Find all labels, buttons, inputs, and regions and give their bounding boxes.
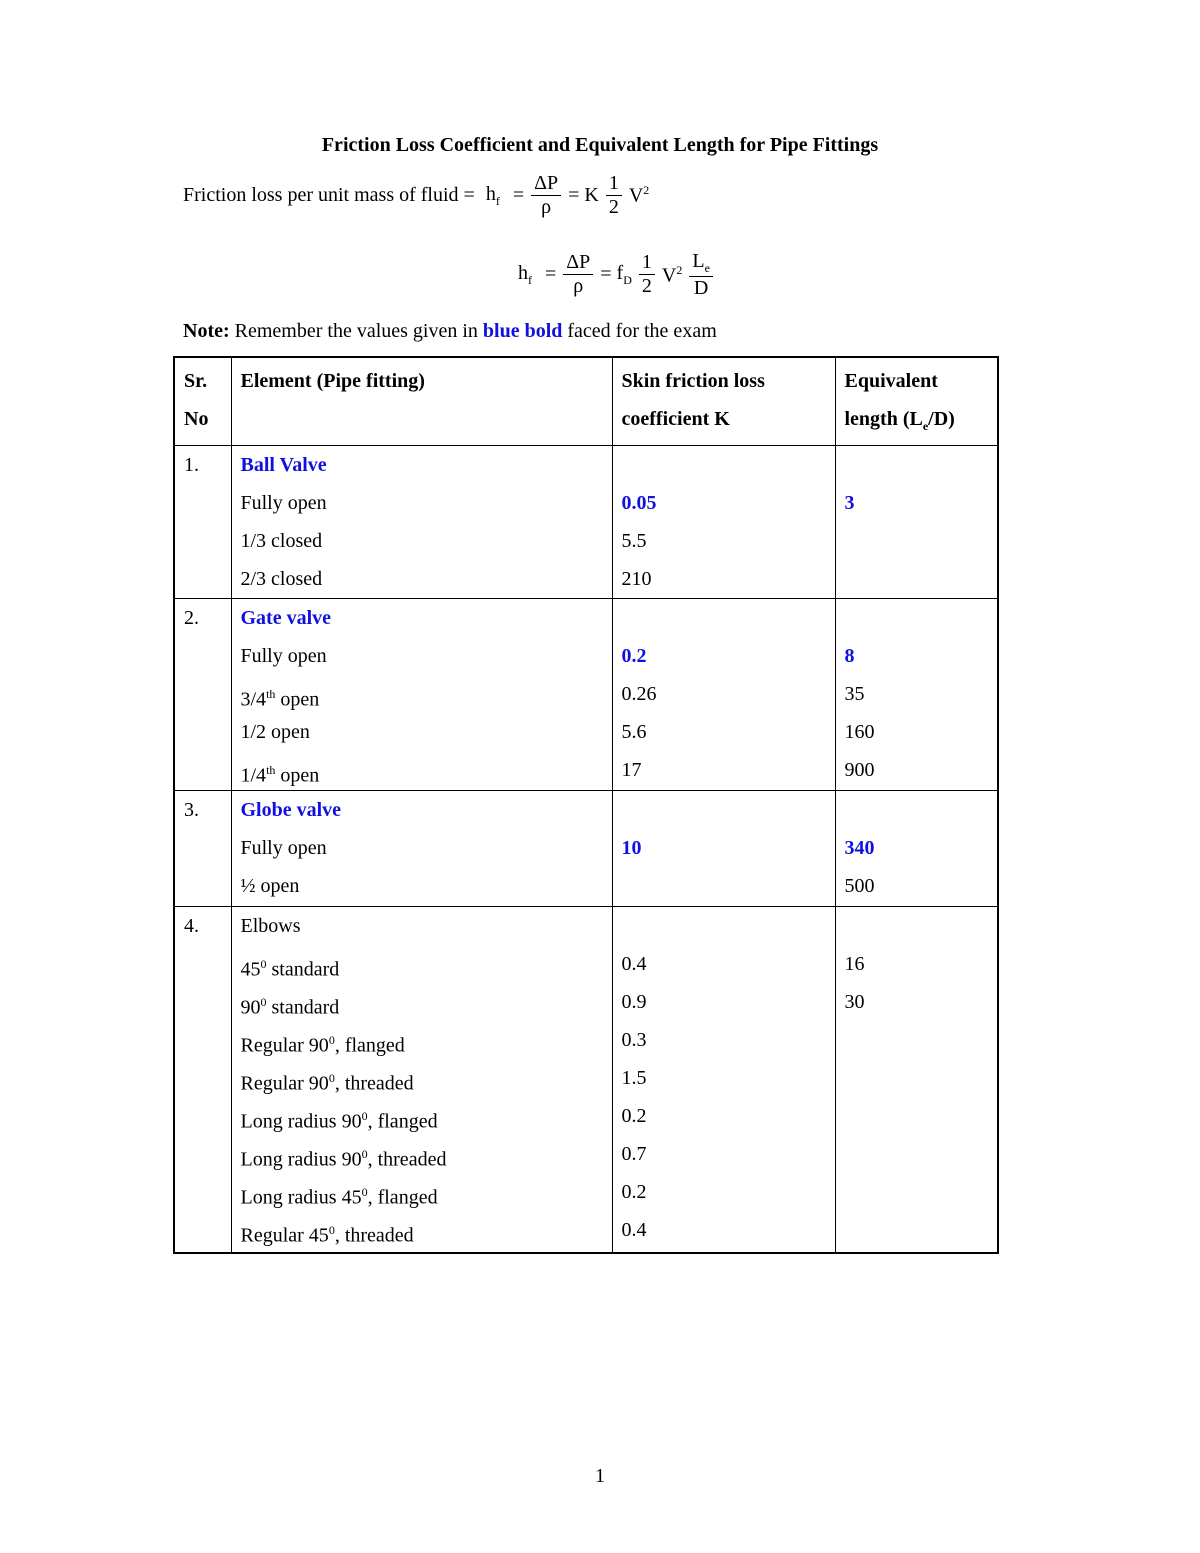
fitting-item-label: Long radius $90^0$, threaded (240, 1147, 447, 1171)
le-value (836, 1097, 998, 1135)
table-row (174, 599, 998, 791)
element-cell (231, 907, 612, 1253)
fitting-item-label: Fully open (240, 492, 327, 514)
fitting-group-name: Ball Valve (240, 454, 327, 476)
equation-1-label: Friction loss per unit mass of fluid = (183, 184, 475, 206)
sr-no: 3. (184, 799, 199, 821)
element-cell (231, 791, 612, 907)
k-value: 210 (621, 568, 652, 590)
equals-sign: = (512, 184, 525, 206)
fitting-item-label: 2/3 closed (240, 568, 323, 590)
header-k: Skin friction loss coefficient K (612, 357, 835, 446)
fitting-item-label: Regular $90^0$, threaded (240, 1071, 414, 1095)
le-value: 160 (844, 721, 875, 743)
k-value: 10 (621, 837, 642, 859)
note-highlight: blue bold (482, 320, 563, 342)
dp-over-rho-fraction: $\frac{\Delta P}{\rho}$ (531, 172, 561, 219)
half-fraction: $\frac{1}{2}$ (606, 172, 622, 219)
k-value: 0.4 (621, 1219, 647, 1241)
sr-no: 2. (184, 607, 199, 629)
v-squared: $V^2$ (661, 262, 683, 287)
fittings-table-wrapper (173, 356, 999, 1247)
fitting-group-name: Gate valve (240, 607, 332, 629)
fitting-item-label: Fully open (240, 837, 327, 859)
sr-no-cell (174, 599, 231, 791)
k-value (613, 867, 835, 905)
le-value (836, 1173, 998, 1211)
sr-no-cell (174, 907, 231, 1253)
fitting-item-label: 3/4th open (240, 687, 320, 711)
k-value: 17 (621, 759, 642, 781)
fitting-item-label: 1/3 closed (240, 530, 323, 552)
sr-no-cell (174, 446, 231, 599)
le-value: 340 (844, 837, 875, 859)
fitting-item-label: Regular $90^0$, flanged (240, 1033, 405, 1057)
le-value: 3 (844, 492, 855, 514)
k-value: 0.9 (621, 991, 647, 1013)
hf-symbol: $h_f$ (518, 261, 532, 287)
sr-no: 1. (184, 454, 199, 476)
k-value: 1.5 (621, 1067, 647, 1089)
k-value: 0.26 (621, 683, 657, 705)
fitting-group-name: Elbows (240, 915, 301, 937)
header-equivalent-length: Equivalent length $(L_e/D)$ (835, 357, 998, 446)
le-value (836, 1135, 998, 1173)
le-over-d-fraction: $\frac{L_e}{D}$ (689, 250, 713, 300)
table-header-row (174, 357, 998, 446)
le-value: 8 (844, 645, 855, 667)
le-cell (835, 446, 998, 599)
table-row (174, 446, 998, 599)
half-fraction: $\frac{1}{2}$ (639, 251, 655, 298)
le-value (836, 1021, 998, 1059)
fitting-item-label: Long radius $45^0$, flanged (240, 1185, 438, 1209)
equation-2 (518, 250, 715, 300)
header-element: Element (Pipe fitting) (231, 357, 612, 446)
le-cell (835, 907, 998, 1253)
table-row (174, 907, 998, 1253)
k-value: 0.4 (621, 953, 647, 975)
fittings-table (173, 356, 999, 1254)
le-value (836, 1211, 998, 1249)
exam-note: Note: Remember the values given in blue bold faced for the exam (183, 320, 717, 342)
page-number: 1 (595, 1465, 605, 1487)
equals-sign: = (545, 263, 557, 286)
k-value: 0.2 (621, 645, 647, 667)
document-title: Friction Loss Coefficient and Equivalent Length for Pipe Fittings (321, 134, 879, 156)
k-value: 0.2 (621, 1105, 647, 1127)
k-symbol: K (584, 184, 599, 206)
fitting-item-label: $45^0$ standard (240, 957, 340, 981)
fitting-item-label: Long radius $90^0$, flanged (240, 1109, 438, 1133)
equals-sign: = (568, 184, 580, 206)
note-label: Note: (183, 320, 230, 342)
fitting-item-label: 1/2 open (240, 721, 310, 743)
fitting-item-label: ½ open (240, 875, 300, 897)
k-value: 5.5 (621, 530, 647, 552)
v-squared: $V^2$ (628, 183, 650, 207)
equation-1 (183, 172, 649, 219)
equals-sign: = (600, 263, 612, 286)
k-cell (612, 446, 835, 599)
le-value: 16 (844, 953, 865, 975)
k-cell (612, 599, 835, 791)
le-value (836, 1059, 998, 1097)
le-value (836, 522, 998, 560)
k-value: 5.6 (621, 721, 647, 743)
fitting-item-label: 1/4th open (240, 763, 320, 787)
le-value (836, 560, 998, 598)
dp-over-rho-fraction: $\frac{\Delta P}{\rho}$ (563, 251, 593, 298)
le-value: 30 (844, 991, 865, 1013)
k-value: 0.3 (621, 1029, 647, 1051)
fd-symbol: $f_D$ (616, 261, 632, 287)
fitting-item-label: Regular $45^0$, threaded (240, 1223, 414, 1247)
sr-no-cell (174, 791, 231, 907)
element-cell (231, 599, 612, 791)
k-value: 0.05 (621, 492, 657, 514)
header-sr-no: Sr. No (174, 357, 231, 446)
le-value: 35 (844, 683, 865, 705)
fitting-group-name: Globe valve (240, 799, 342, 821)
element-cell (231, 446, 612, 599)
le-cell (835, 599, 998, 791)
fitting-item-label: $90^0$ standard (240, 995, 340, 1019)
k-value: 0.2 (621, 1181, 647, 1203)
table-row (174, 791, 998, 907)
le-value: 900 (844, 759, 875, 781)
fitting-item-label: Fully open (240, 645, 327, 667)
le-value: 500 (844, 875, 875, 897)
sr-no: 4. (184, 915, 199, 937)
hf-symbol: $h_f$ (485, 182, 500, 208)
le-cell (835, 791, 998, 907)
k-value: 0.7 (621, 1143, 647, 1165)
k-cell (612, 907, 835, 1253)
k-cell (612, 791, 835, 907)
